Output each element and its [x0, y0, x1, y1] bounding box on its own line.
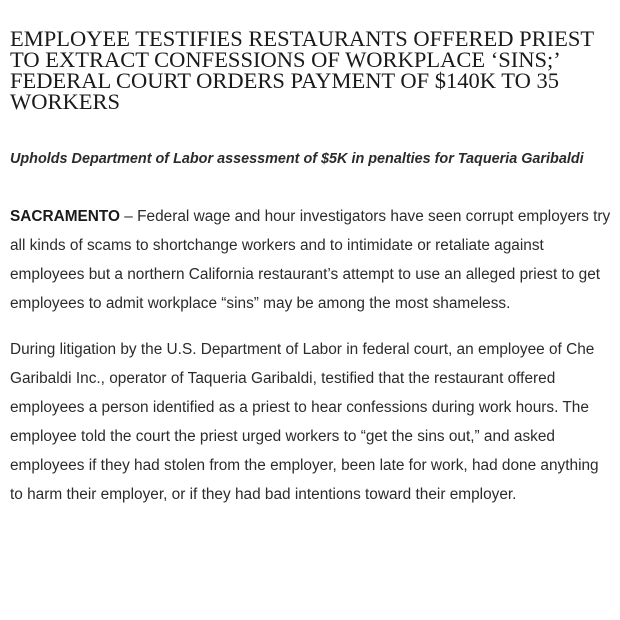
paragraph-1-body: – Federal wage and hour investigators have seen corrupt employers try all kinds of scams to shortchange workers and to intimidate or retaliate against employees but a northern California restaurant’s attempt to use an alleged priest to get employees to admit workplace “sins” may be among the most shameless. — [10, 208, 611, 312]
article — [10, 28, 614, 509]
article-paragraph-1 — [10, 202, 614, 318]
dateline: SACRAMENTO — [10, 208, 121, 225]
article-subhead: Upholds Department of Labor assessment of $5K in penalties for Taqueria Garibaldi — [10, 151, 584, 167]
article-paragraph-2: During litigation by the U.S. Department of Labor in federal court, an employee of Che Garibaldi Inc., operator of Taqueria Garibaldi, testified that the restaurant offered employees a person identified as a priest to hear confessions during work hours. The employee told the court the priest urged workers to “get the sins out,” and asked employees if they had stolen from the employer, been late for work, had done anything to harm their employer, or if they had bad intentions toward their employer. — [10, 341, 599, 503]
article-headline: EMPLOYEE TESTIFIES RESTAURANTS OFFERED PRIEST TO EXTRACT CONFESSIONS OF WORKPLACE ‘SINS;’ FEDERAL COURT ORDERS PAYMENT OF $140K TO 35 WORKERS — [10, 26, 594, 114]
